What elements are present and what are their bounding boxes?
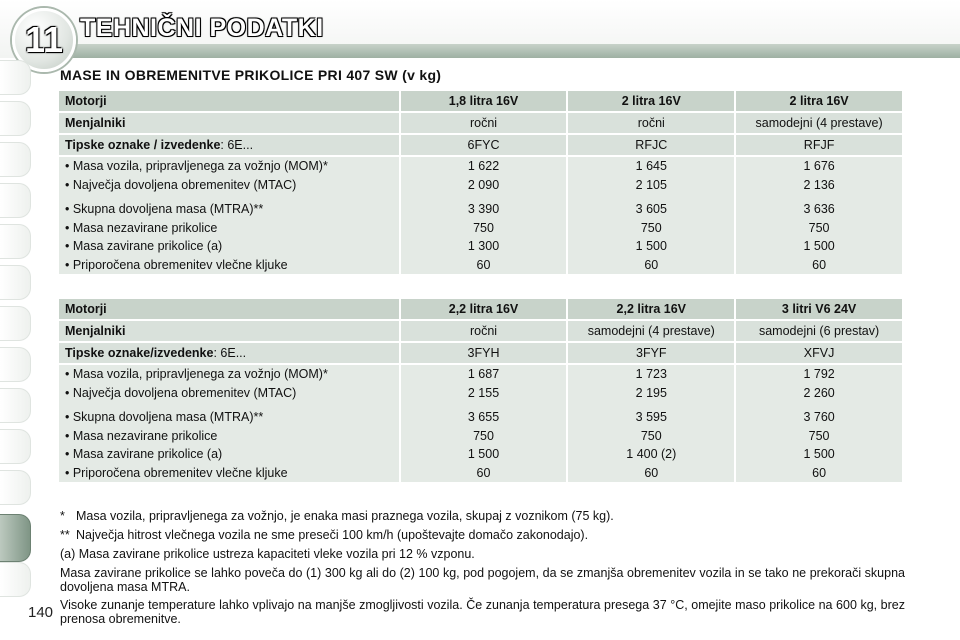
mass-labels xyxy=(59,365,399,482)
engine-row xyxy=(59,299,902,319)
row-label-gearbox: Menjalniki xyxy=(59,113,399,133)
page-number: 140 xyxy=(28,604,54,621)
label-mtra: • Skupna dovoljena masa (MTRA)** xyxy=(65,410,264,424)
side-tab-8[interactable] xyxy=(0,347,31,382)
side-tab-6[interactable] xyxy=(0,265,31,300)
mass-data-row xyxy=(59,157,902,274)
value-mtac: 2 090 xyxy=(467,177,500,192)
engine-cell: 2,2 litra 16V xyxy=(568,299,734,319)
value-braked: 1 500 xyxy=(803,447,835,461)
value-mom: 1 676 xyxy=(803,159,835,173)
label-mom: • Masa vozila, pripravljenega za vožnjo (MOM)* xyxy=(65,159,328,173)
side-tab-2[interactable] xyxy=(0,101,31,136)
label-hitch: • Priporočena obremenitev vlečne kljuke xyxy=(65,465,288,480)
type-suffix: : 6E... xyxy=(220,138,254,152)
value-mtra: 3 636 xyxy=(803,202,835,216)
gearbox-cell: samodejni (6 prestav) xyxy=(736,321,902,341)
label-mtra: • Skupna dovoljena masa (MTRA)** xyxy=(65,202,264,216)
chapter-title: TEHNIČNI PODATKI xyxy=(80,14,324,42)
spec-table-1 xyxy=(57,89,904,276)
label-braked: • Masa zavirane prikolice (a) xyxy=(65,239,223,253)
value-unbraked: 750 xyxy=(473,428,494,443)
value-mom: 1 723 xyxy=(635,367,667,381)
value-hitch: 60 xyxy=(476,465,491,480)
type-row xyxy=(59,343,902,363)
label-mom: • Masa vozila, pripravljenega za vožnjo (MOM)* xyxy=(65,367,328,381)
side-tab-11[interactable] xyxy=(0,470,31,505)
engine-row xyxy=(59,91,902,111)
value-mom: 1 687 xyxy=(467,367,500,381)
label-unbraked: • Masa nezavirane prikolice xyxy=(65,428,218,443)
engine-cell: 3 litri V6 24V xyxy=(736,299,902,319)
value-hitch: 60 xyxy=(812,465,827,480)
side-tab-1[interactable] xyxy=(0,60,31,95)
label-hitch: • Priporočena obremenitev vlečne kljuke xyxy=(65,257,288,272)
gearbox-cell: samodejni (4 prestave) xyxy=(568,321,734,341)
row-label-type xyxy=(59,135,399,155)
value-mtac: 2 155 xyxy=(467,385,500,400)
footnote-2 xyxy=(60,528,905,542)
value-braked: 1 500 xyxy=(467,447,500,461)
row-label-gearbox: Menjalniki xyxy=(59,321,399,341)
value-mtac: 2 136 xyxy=(803,177,835,192)
footnote-4: Masa zavirane prikolice se lahko poveča do (1) 300 kg ali do (2) 100 kg, pod pogojem, da se zmanjša obremenitev vozila in se tako ne prekorači skupna dovoljena masa MTRA. xyxy=(60,566,905,594)
side-tab-9[interactable] xyxy=(0,388,31,423)
side-tab-7[interactable] xyxy=(0,306,31,341)
footnote-text: Masa vozila, pripravljenega za vožnjo, je enaka masi praznega vozila, skupaj z voznikom (75 kg). xyxy=(76,509,614,523)
type-cell: 6FYC xyxy=(401,135,567,155)
mass-data-row xyxy=(59,365,902,482)
value-hitch: 60 xyxy=(476,257,491,272)
type-cell: RFJC xyxy=(568,135,734,155)
value-mom: 1 645 xyxy=(635,159,667,173)
spec-table-2 xyxy=(57,297,904,484)
value-braked: 1 300 xyxy=(467,239,500,253)
type-label: Tipske oznake / izvedenke xyxy=(65,138,221,152)
value-mtra: 3 760 xyxy=(803,410,835,424)
label-braked: • Masa zavirane prikolice (a) xyxy=(65,447,223,461)
label-mtac: • Največja dovoljena obremenitev (MTAC) xyxy=(65,177,297,192)
value-braked: 1 500 xyxy=(803,239,835,253)
mass-values-col-2 xyxy=(568,365,734,482)
engine-cell: 2 litra 16V xyxy=(568,91,734,111)
value-mtra: 3 595 xyxy=(635,410,667,424)
header-rule xyxy=(40,44,960,58)
footnote-mark: * xyxy=(60,509,65,523)
side-tab-10[interactable] xyxy=(0,429,31,464)
value-unbraked: 750 xyxy=(640,428,662,443)
value-unbraked: 750 xyxy=(808,220,830,235)
gearbox-row xyxy=(59,113,902,133)
gearbox-row xyxy=(59,321,902,341)
mass-values-col-1 xyxy=(401,365,567,482)
value-unbraked: 750 xyxy=(473,220,494,235)
type-suffix: : 6E... xyxy=(213,346,247,360)
row-label-type xyxy=(59,343,399,363)
gearbox-cell: ročni xyxy=(401,321,567,341)
value-braked: 1 400 (2) xyxy=(626,447,677,461)
value-mom: 1 622 xyxy=(467,159,500,173)
value-braked: 1 500 xyxy=(635,239,667,253)
mass-values-col-2 xyxy=(568,157,734,274)
type-cell: 3FYF xyxy=(568,343,734,363)
value-unbraked: 750 xyxy=(640,220,662,235)
side-tab-3[interactable] xyxy=(0,142,31,177)
gearbox-cell: samodejni (4 prestave) xyxy=(736,113,902,133)
value-mtac: 2 105 xyxy=(635,177,667,192)
value-unbraked: 750 xyxy=(808,428,830,443)
value-mtra: 3 605 xyxy=(635,202,667,216)
type-cell: RFJF xyxy=(736,135,902,155)
type-row xyxy=(59,135,902,155)
footnote-5: Visoke zunanje temperature lahko vplivajo na manjše zmogljivosti vozila. Če zunanja temperatura presega 37 °C, omejite maso prikolice na 600 kg, brez prenosa obremenitve. xyxy=(60,598,905,626)
engine-cell: 2,2 litra 16V xyxy=(401,299,567,319)
footnote-1 xyxy=(60,509,905,523)
row-label-engine: Motorji xyxy=(59,299,399,319)
type-cell: XFVJ xyxy=(736,343,902,363)
footnotes xyxy=(60,509,905,630)
mass-labels xyxy=(59,157,399,274)
mass-values-col-3 xyxy=(736,365,902,482)
side-tab-4[interactable] xyxy=(0,183,31,218)
mass-values-col-1 xyxy=(401,157,567,274)
type-cell: 3FYH xyxy=(401,343,567,363)
gearbox-cell: ročni xyxy=(568,113,734,133)
value-hitch: 60 xyxy=(812,257,827,272)
footnote-3: (a) Masa zavirane prikolice ustreza kapaciteti vleke vozila pri 12 % vzponu. xyxy=(60,547,475,561)
value-mtra: 3 390 xyxy=(467,202,500,216)
value-mom: 1 792 xyxy=(803,367,835,381)
value-mtac: 2 195 xyxy=(635,385,667,400)
mass-values-col-3 xyxy=(736,157,902,274)
engine-cell: 2 litra 16V xyxy=(736,91,902,111)
footnote-mark: ** xyxy=(60,528,70,542)
value-mtac: 2 260 xyxy=(803,385,835,400)
chapter-number-badge: 11 xyxy=(12,8,76,72)
footnote-text: Največja hitrost vlečnega vozila ne sme preseči 100 km/h (upoštevajte domačo zakonodajo). xyxy=(76,528,589,542)
value-hitch: 60 xyxy=(644,257,659,272)
engine-cell: 1,8 litra 16V xyxy=(401,91,567,111)
type-label: Tipske oznake/izvedenke xyxy=(65,346,214,360)
label-unbraked: • Masa nezavirane prikolice xyxy=(65,220,218,235)
row-label-engine: Motorji xyxy=(59,91,399,111)
label-mtac: • Največja dovoljena obremenitev (MTAC) xyxy=(65,385,297,400)
value-mtra: 3 655 xyxy=(467,410,500,424)
side-tab-13[interactable] xyxy=(0,562,31,597)
section-title: MASE IN OBREMENITVE PRIKOLICE PRI 407 SW (v kg) xyxy=(60,67,442,83)
value-hitch: 60 xyxy=(644,465,659,480)
side-tab-5[interactable] xyxy=(0,224,31,259)
side-tab-active[interactable] xyxy=(0,514,31,562)
gearbox-cell: ročni xyxy=(401,113,567,133)
